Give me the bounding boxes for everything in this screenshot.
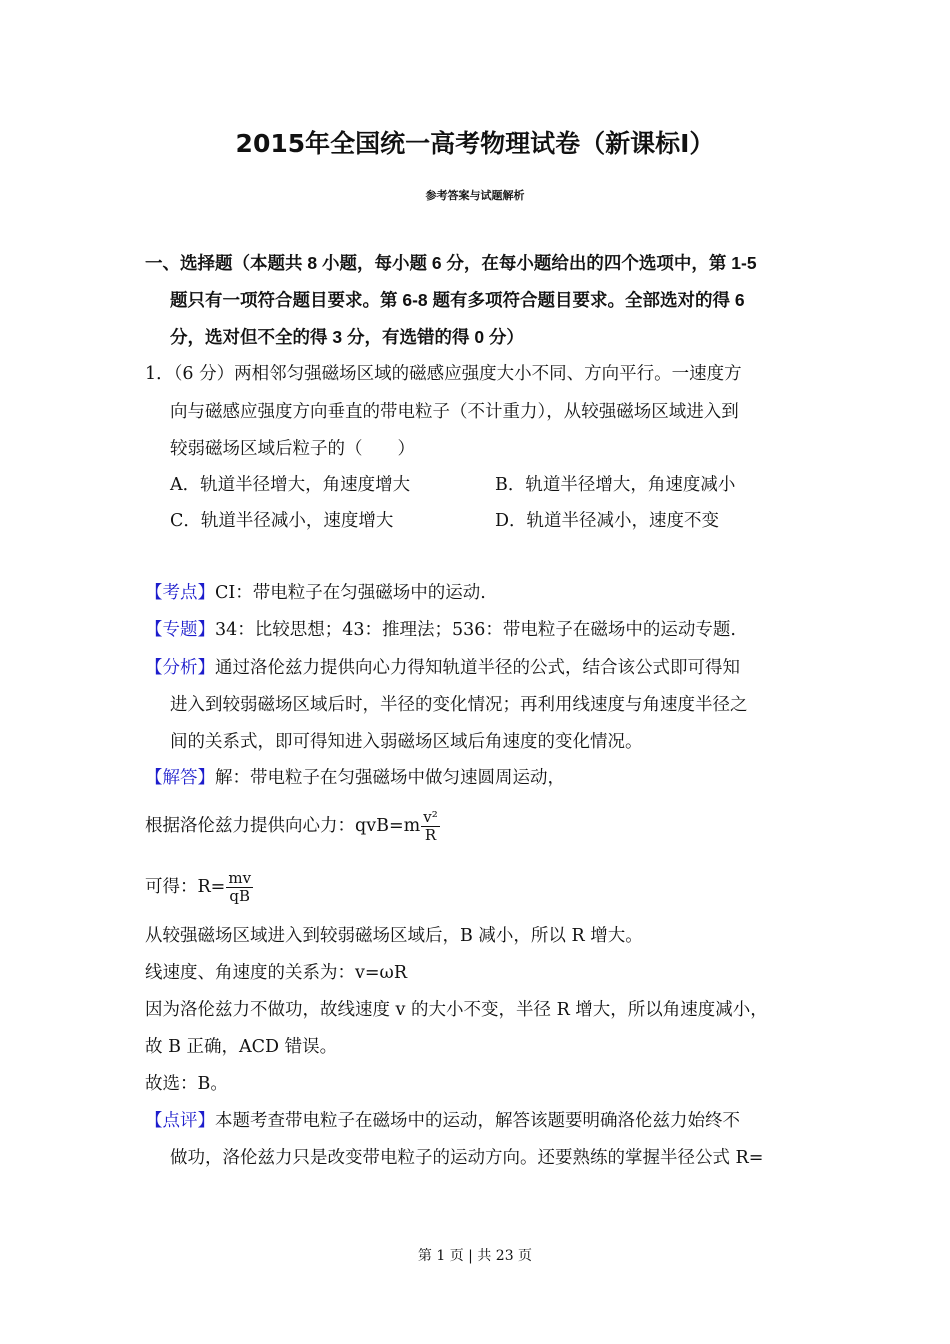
option-b: B．轨道半径增大，角速度减小	[495, 475, 736, 495]
jieda-tag: 【解答】	[145, 768, 215, 788]
dianping-text: 本题考查带电粒子在磁场中的运动，解答该题要明确洛伦兹力始终不	[215, 1111, 740, 1131]
numerator: mv	[228, 869, 252, 887]
kaodian-line	[145, 581, 486, 605]
section-heading-line: 题只有一项符合题目要求。第 6-8 题有多项符合题目要求。全部选对的得 6	[170, 290, 745, 310]
question-text: 较弱磁场区域后粒子的（ ）	[170, 439, 415, 459]
numerator: v²	[423, 808, 438, 826]
denominator: R	[424, 826, 437, 844]
jieda-text: 因为洛伦兹力不做功，故线速度 v 的大小不变，半径 R 增大，所以角速度减小，	[145, 1000, 768, 1020]
question-text: 1．（6 分）两相邻匀强磁场区域的磁感应强度大小不同、方向平行。一速度方	[145, 364, 742, 384]
kaodian-tag: 【考点】	[145, 583, 215, 603]
denominator: qB	[229, 887, 250, 905]
jieda-text: 从较强磁场区域进入到较弱磁场区域后，B 减小，所以 R 增大。	[145, 926, 643, 946]
fenxi-line	[145, 656, 740, 680]
fenxi-text: 间的关系式，即可得知进入弱磁场区域后角速度的变化情况。	[170, 732, 643, 752]
kaodian-text: CI：带电粒子在匀强磁场中的运动.	[215, 583, 486, 603]
fenxi-tag: 【分析】	[145, 658, 215, 678]
section-heading-line: 一、选择题（本题共 8 小题，每小题 6 分，在每小题给出的四个选项中，第 1-5	[145, 253, 757, 273]
page-title: 2015年全国统一高考物理试卷（新课标Ⅰ）	[235, 129, 715, 158]
dianping-tag: 【点评】	[145, 1111, 215, 1131]
option-c: C．轨道半径减小，速度增大	[170, 511, 394, 531]
option-d: D．轨道半径减小，速度不变	[495, 511, 720, 531]
zhuanti-line	[145, 618, 736, 642]
jieda-text: 解：带电粒子在匀强磁场中做匀速圆周运动，	[215, 768, 565, 788]
zhuanti-text: 34：比较思想；43：推理法；536：带电粒子在磁场中的运动专题.	[215, 620, 736, 640]
section-heading-line: 分，选对但不全的得 3 分，有选错的得 0 分）	[170, 327, 524, 347]
formula-radius	[145, 866, 253, 908]
fraction	[421, 809, 440, 844]
dianping-text: 做功，洛伦兹力只是改变带电粒子的运动方向。还要熟练的掌握半径公式 R=	[170, 1148, 764, 1168]
zhuanti-tag: 【专题】	[145, 620, 215, 640]
jieda-line	[145, 766, 565, 790]
question-text: 向与磁感应强度方向垂直的带电粒子（不计重力），从较强磁场区域进入到	[170, 402, 739, 422]
jieda-text: 线速度、角速度的关系为：v=ωR	[145, 963, 407, 983]
page-subtitle: 参考答案与试题解析	[425, 189, 525, 202]
formula-prefix: 根据洛伦兹力提供向心力：qvB=m	[145, 816, 421, 836]
dianping-line	[145, 1109, 740, 1133]
page-footer: 第 1 页 | 共 23 页	[417, 1248, 533, 1264]
jieda-text: 故 B 正确，ACD 错误。	[145, 1037, 338, 1057]
formula-prefix: 可得：R=	[145, 877, 226, 897]
jieda-answer: 故选：B。	[145, 1074, 228, 1094]
fenxi-text: 进入到较弱磁场区域后时，半径的变化情况；再利用线速度与角速度半径之	[170, 695, 748, 715]
formula-force	[145, 803, 440, 849]
fraction	[226, 870, 253, 905]
fenxi-text: 通过洛伦兹力提供向心力得知轨道半径的公式，结合该公式即可得知	[215, 658, 740, 678]
option-a: A．轨道半径增大，角速度增大	[170, 475, 411, 495]
